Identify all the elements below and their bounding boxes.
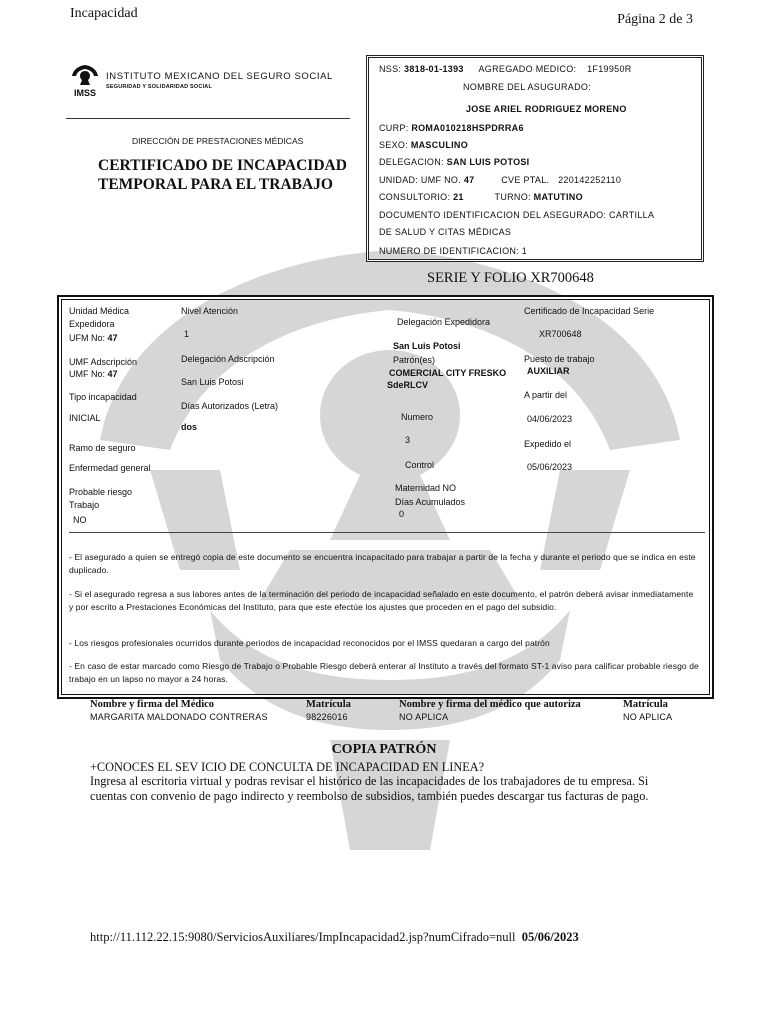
patron-label: Patrón(es) [393,355,436,365]
unidad-medica-label-1: Unidad Médica [69,306,130,316]
ufm-row [69,333,118,343]
nombre-label: NOMBRE DEL ASUGURADO: [463,82,591,92]
copia-patron-title: COPIA PATRÓN [331,742,437,757]
agregado-label: AGREGADO MEDICO: [478,64,577,74]
matricula-value: 98226016 [306,712,348,722]
puesto-trabajo-label: Puesto de trabajo [524,354,595,364]
agregado-value: 1F19950R [587,64,632,74]
numero-identificacion: NUMERO DE IDENTIFICACION: 1 [379,246,528,256]
numero-label: Numero [401,412,434,422]
dias-autorizados-value: dos [181,422,198,432]
certificado-serie-label: Certificado de Incapacidad Serie [524,306,655,316]
ramo-seguro-label: Ramo de seguro [69,443,136,453]
cve-value: 220142252110 [558,175,622,185]
probable-riesgo-value: NO [73,515,87,525]
expedido-label: Expedido el [524,439,572,449]
nivel-atencion-label: Nivel Atención [181,306,239,316]
a-partir-label: A partir del [524,390,568,400]
unidad-value: 47 [463,175,475,185]
consultorio-value: 21 [453,192,464,202]
expedido-value: 05/06/2023 [527,462,573,472]
serie-folio: SERIE Y FOLIO XR700648 [427,270,594,286]
delegacion-label: DELEGACION: [379,157,444,167]
consulta-text-2: cuentas con convenio de pago indirecto y reembolso de subsidios, también puedes descargar tus facturas de pago. [90,789,649,803]
matricula-autoriza-label: Matrícula [623,699,668,710]
ramo-seguro-value: Enfermedad general [69,463,151,473]
nombre-value: JOSE ARIEL RODRIGUEZ MORENO [466,104,627,114]
control-label: Control [405,460,435,470]
unidad-medica-label-2: Expedidora [69,319,115,329]
unidad-label: UNIDAD: UMF NO. [379,175,461,185]
consultorio-row [379,192,583,202]
turno-label: TURNO: [494,192,531,202]
note-4: - En caso de estar marcado como Riesgo de Trabajo o Probable Riesgo deberá enterar al Instituto a través del formato ST-1 aviso para calificar probable riesgo de trabajo en un lapso no mayor a 24 horas. [69,661,699,684]
note-1: - El asegurado a quien se entregó copia de este documento se encuentra incapacitado para trabajar a partir de la fecha y durante el periodo que se indica en este duplicado. [69,552,696,575]
umf-ads-label: UMF No: [69,369,105,379]
incapacidad-detail-box [57,295,714,699]
certificate-title [98,156,347,194]
puesto-trabajo-value: AUXILIAR [527,366,570,376]
unidad-row [379,175,621,185]
page-number: Página 2 de 3 [617,12,693,27]
numero-value: 3 [405,435,411,445]
medico-value: MARGARITA MALDONADO CONTRERAS [90,712,268,722]
tipo-incapacidad-value: INICIAL [69,413,101,423]
header-title: Incapacidad [70,6,138,21]
nss-row [379,64,632,74]
medico-autoriza-label: Nombre y firma del médico que autoriza [399,699,581,710]
delegacion-adscripcion-label: Delegación Adscripción [181,354,275,364]
medico-autoriza-value: NO APLICA [399,712,449,722]
delegacion-row [379,157,530,167]
dias-acumulados-value: 0 [399,509,405,519]
consulta-question: +CONOCES EL SEV ICIO DE CONCULTA DE INCAPACIDAD EN LINEA? [90,760,485,774]
delegacion-adscripcion-value: San Luis Potosi [181,377,244,387]
dias-autorizados-label: Días Autorizados (Letra) [181,401,279,411]
institution-subtitle: SEGURIDAD Y SOLIDARIDAD SOCIAL [106,84,213,90]
delegacion-value: SAN LUIS POTOSI [446,157,530,167]
sexo-value: MASCULINO [410,140,469,150]
consultorio-label: CONSULTORIO: [379,192,451,202]
logo-text: IMSS [73,88,97,98]
a-partir-value: 04/06/2023 [527,414,573,424]
institution-name: INSTITUTO MEXICANO DEL SEGURO SOCIAL [106,71,333,82]
patron-value-2: SdeRLCV [387,380,429,390]
curp-row [379,123,524,133]
imss-logo-icon [70,64,100,98]
note-3: - Los riesgos profesionales ocurridos durante periodos de incapacidad reconocidos por el IMSS quedaran a cargo del patrón [69,638,550,648]
delegacion-expedidora-label: Delegación Expedidora [397,317,491,327]
certificate-title-line-1: CERTIFICADO DE INCAPACIDAD [98,157,347,174]
documento-line-2: DE SALUD Y CITAS MÉDICAS [379,227,512,237]
note-2: - Si el asegurado regresa a sus labores antes de la terminación del periodo de incapacidad señalado en este documento, el patrón deberá avisar inmediatamente y por escrito a Prestaciones Económicas del Instituto, para que este efectúe los ajustes que proceden en el pago del subsidio. [69,589,694,612]
umf-adscripcion-row [69,369,118,379]
delegacion-expedidora-value: San Luis Potosi [393,341,461,351]
curp-value: ROMA010218HSPDRRA6 [411,123,524,133]
nivel-atencion-value: 1 [184,329,190,339]
matricula-autoriza-value: NO APLICA [623,712,673,722]
sexo-label: SEXO: [379,140,409,150]
footer-url: http://11.112.22.15:9080/ServiciosAuxiliares/ImpIncapacidad2.jsp?numCifrado=null [90,930,516,944]
medico-label: Nombre y firma del Médico [90,699,215,710]
probable-riesgo-label-1: Probable riesgo [69,487,133,497]
probable-riesgo-label-2: Trabajo [69,500,100,510]
sexo-row [379,140,468,150]
tipo-incapacidad-label: Tipo incapacidad [69,392,137,402]
asegurado-box [366,55,704,262]
section-divider [69,532,705,533]
nss-label: NSS: [379,64,402,74]
ufm-value: 47 [107,333,118,343]
curp-label: CURP: [379,123,409,133]
maternidad: Maternidad NO [395,483,457,493]
documento-line-1: DOCUMENTO IDENTIFICACION DEL ASEGURADO: CARTILLA [379,210,655,220]
direction-label: DIRECCIÓN DE PRESTACIONES MÉDICAS [132,136,304,146]
footer-date: 05/06/2023 [521,930,579,944]
header-divider [66,118,350,119]
cve-label: CVE PTAL. [501,175,550,185]
matricula-label: Matrícula [306,699,351,710]
ufm-label: UFM No: [69,333,105,343]
dias-acumulados-label: Días Acumulados [395,497,466,507]
footer-url-line [90,930,579,945]
consulta-text-1: Ingresa al escritoria virtual y podras revisar el histórico de las incapacidades de los trabajadores de tu empresa. Si [90,774,649,788]
nss-value: 3818-01-1393 [404,64,464,74]
umf-ads-value: 47 [107,369,118,379]
turno-value: MATUTINO [533,192,583,202]
patron-value-1: COMERCIAL CITY FRESKO [389,368,507,378]
certificado-serie-value: XR700648 [539,329,582,339]
umf-adscripcion-label: UMF Adscripción [69,357,138,367]
certificate-title-line-2: TEMPORAL PARA EL TRABAJO [98,176,333,193]
